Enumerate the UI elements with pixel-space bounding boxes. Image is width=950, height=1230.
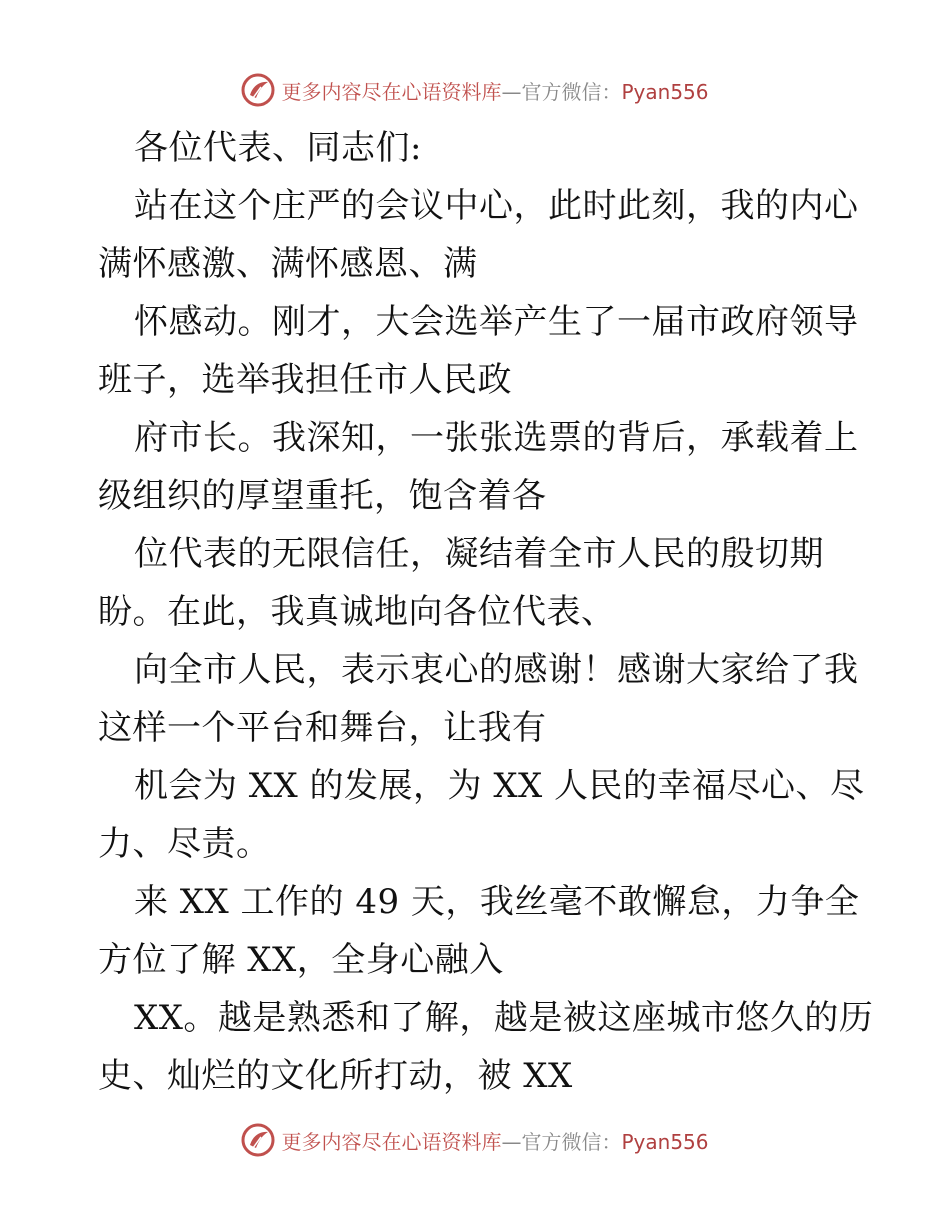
text-line: 位代表的无限信任，凝结着全市人民的殷切期 [134, 534, 824, 574]
text-line: 史、灿烂的文化所打动，被 XX [98, 1056, 573, 1096]
banner-main-text: 更多内容尽在心语资料库 [281, 1129, 502, 1154]
banner-main-text: 更多内容尽在心语资料库 [281, 79, 502, 104]
text-line: 盼。在此，我真诚地向各位代表、 [98, 592, 616, 632]
banner-wechat-id: Pyan556 [621, 1129, 709, 1154]
text-line: 班子，选举我担任市人民政 [98, 360, 512, 400]
text-line: 机会为 XX 的发展，为 XX 人民的幸福尽心、尽 [134, 766, 865, 806]
text-line: 怀感动。刚才，大会选举产生了一届市政府领导 [134, 302, 859, 342]
text-line: 站在这个庄严的会议中心，此时此刻，我的内心 [134, 186, 859, 226]
text-line: 力、尽责。 [98, 824, 271, 864]
banner-separator-text: —官方微信： [501, 1129, 622, 1154]
footer-banner-text [281, 1126, 708, 1155]
text-line: 这样一个平台和舞台，让我有 [98, 708, 547, 748]
text-line: 府市长。我深知，一张张选票的背后，承载着上 [134, 418, 859, 458]
text-line: 来 XX 工作的 49 天，我丝毫不敢懈怠，力争全 [134, 882, 860, 922]
banner-separator-text: —官方微信： [501, 79, 622, 104]
logo-icon [241, 1123, 275, 1157]
banner-wechat-id: Pyan556 [621, 79, 709, 104]
text-line: 方位了解 XX，全身心融入 [98, 940, 504, 980]
text-line: 各位代表、同志们: [134, 128, 422, 168]
text-line: XX。越是熟悉和了解，越是被这座城市悠久的历 [134, 998, 874, 1038]
text-line: 满怀感激、满怀感恩、满 [98, 244, 478, 284]
text-line: 向全市人民，表示衷心的感谢！感谢大家给了我 [134, 650, 859, 690]
text-line: 级组织的厚望重托，饱含着各 [98, 476, 547, 516]
page-footer-banner [0, 1120, 950, 1160]
